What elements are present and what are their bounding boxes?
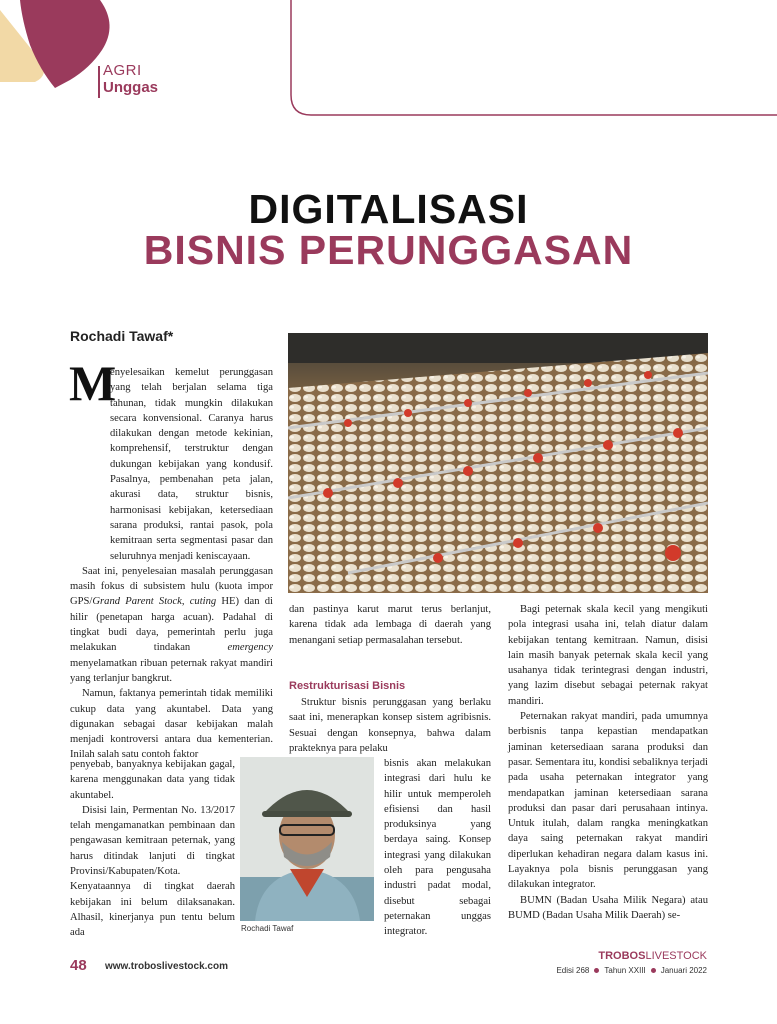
paragraph-3: Namun, faktanya pemerintah tidak memiliki cukup data yang akuntabel. Data yang digunakan sebagai dasar kebijakan malah menjadi kontroversi antara dua kementerian. Inilah salah satu contoh faktor [70, 688, 273, 761]
separator-dot [651, 968, 656, 973]
paragraph-3-cont: penyebab, banyaknya kebijakan gagal, karena menggunakan data yang tidak akuntabel. [70, 759, 235, 801]
article-column-3 [508, 602, 708, 923]
magazine-brand [560, 950, 707, 962]
article-column-1-top [70, 365, 273, 763]
paragraph-6-cont: bisnis akan melakukan integrasi dari hulu ke hilir untuk memperoleh efisiensi dan hasil produksinya yang berdaya saing. Konsep integrasi yang dilakukan oleh para pengusaha industri padat modal, disebut sebagai peternakan unggas integrator. [384, 758, 491, 938]
italic-span: emergency [227, 642, 273, 654]
drop-cap: M [69, 355, 117, 411]
text-span: Saat ini, penyelesaian masalah perunggasan masih fokus di subsistem hulu (kuota impor GPS/ [70, 565, 273, 608]
article-column-2-bottom [384, 756, 491, 940]
subsection-name: Unggas [103, 79, 159, 96]
paragraph-8: Peternakan rakyat mandiri, pada umumnya berbisnis tanpa kepastian mendapatkan jaminan ketersediaan sarana produksi dan pasar. Sementara itu, kondisi sebaliknya terjadi pada usaha peternakan integrator yang mendapatkan jaminan ketersediaan sarana produksi dan pasar dari perusahaan intinya. Untuk itulah, dalam rangka meningkatkan daya saing peternakan rakyat mandiri diperlukan kehadiran negara dalam kasus ini. Layaknya pola bisnis perunggasan yang dilakukan integrator. [508, 711, 708, 891]
year-label: Tahun XXIII [604, 966, 646, 975]
website-link[interactable]: www.troboslivestock.com [105, 961, 228, 972]
text-span: , [181, 596, 190, 608]
brand-light: LIVESTOCK [645, 950, 707, 962]
separator-dot [594, 968, 599, 973]
paragraph-9: BUMN (Badan Usaha Milik Negara) atau BUMD (Badan Usaha Milik Daerah) se- [508, 894, 708, 921]
section-divider [98, 66, 100, 98]
article-column-1-bottom [70, 757, 235, 941]
subheading: Restrukturisasi Bisnis [289, 680, 406, 692]
paragraph-intro: enyelesaikan kemelut perunggasan yang telah berjalan selama tiga tahunan, tidak mungkin dilakukan secara konvensional. Caranya harus dilakukan dengan metode kekinian, komprehensif, terstruktur dengan dukungan kebijakan yang kondusif. Pasalnya, pembenahan peta jalan, akurasi data, struktur bisnis, harmonisasi kebijakan, ketersediaan sarana produksi, rantai pasok, pola kemitraan serta segmentasi pasar dan seluruhnya menjadi keniscayaan. [110, 367, 273, 562]
photo-caption: Rochadi Tawaf [241, 924, 294, 933]
article-column-2-mid [289, 695, 491, 756]
page-number: 48 [70, 957, 87, 974]
text-span: HE) dan di hilir (penetapan harga acuan). Padahal di tingkat budi daya, pemerintah perlu juga melakukan tindakan [70, 596, 274, 654]
paragraph-2 [70, 564, 273, 686]
poultry-farm-photo [288, 333, 708, 593]
date-label: Januari 2022 [660, 966, 707, 975]
issue-info [520, 966, 707, 975]
header-ribbon-decoration [0, 0, 120, 95]
text-span: menyelamatkan ribuan peternak rakyat mandiri yang terlanjur bangkrut. [70, 657, 273, 684]
italic-span: cuting [189, 596, 217, 608]
brand-bold: TROBOS [598, 950, 646, 962]
author-byline: Rochadi Tawaf* [70, 328, 174, 344]
paragraph-7: Bagi peternak skala kecil yang mengikuti pola integrasi usaha ini, telah diatur dalam kebijakan tentang kemitraan. Namun, disisi lain masih banyak peternak skala kecil yang usahanya tidak terintegrasi dengan industri, yang lazim disebut sebagai peternak rakyat mandiri. [508, 604, 708, 707]
headline-line-2: BISNIS PERUNGGASAN [143, 227, 634, 273]
headline-line-1: DIGITALISASI [248, 186, 529, 232]
paragraph-4: Disisi lain, Permentan No. 13/2017 telah mengamanatkan pembinaan dan pengawasan kemitraan peternak, yang harus ditindak lanjuti di tingkat Provinsi/Kabupaten/Kota. Kenyataannya di tingkat daerah kebijakan ini belum dilaksanakan. Alhasil, kinerjanya pun tentu belum ada [70, 804, 235, 939]
italic-span: Grand Parent Stock [92, 596, 182, 608]
header-divider-line [290, 0, 777, 120]
article-column-2-top [289, 602, 491, 648]
author-portrait-photo [240, 757, 374, 921]
edition-label: Edisi 268 [556, 966, 590, 975]
paragraph-5: dan pastinya karut marut terus berlanjut, karena tidak ada lembaga di daerah yang menangani setiap permasalahan tersebut. [289, 604, 491, 646]
paragraph-6: Struktur bisnis perunggasan yang berlaku saat ini, menerapkan konsep sistem agribisnis. Sesuai dengan konsepnya, bahwa dalam prakteknya para pelaku [289, 697, 491, 754]
section-name: AGRI [103, 62, 142, 79]
section-label [103, 62, 158, 96]
